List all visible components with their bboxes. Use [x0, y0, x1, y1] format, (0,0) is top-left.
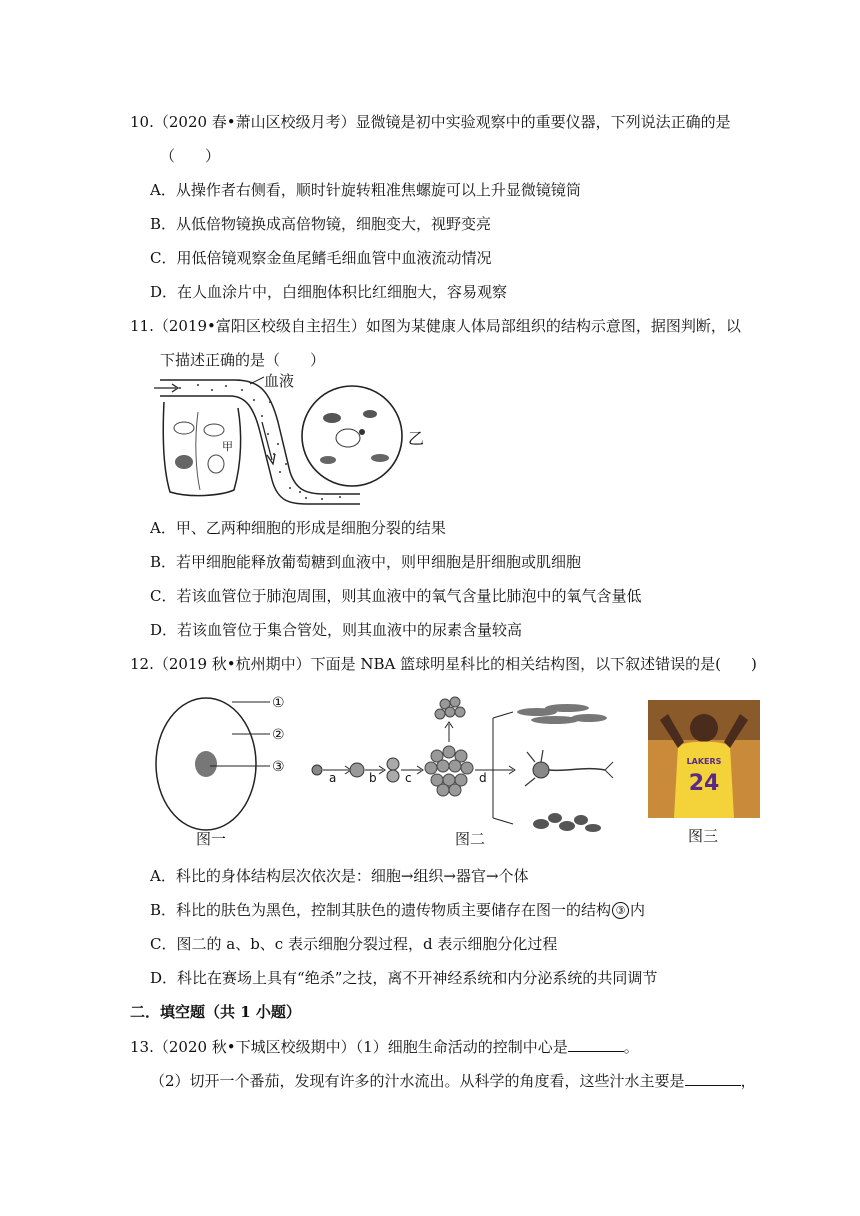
- q13-line1: 13.（2020 秋•下城区校级期中）（1）细胞生命活动的控制中心是 。: [130, 1038, 639, 1056]
- fig2-label-a: a: [329, 771, 337, 785]
- q12-option-a: A．科比的身体结构层次依次是：细胞→组织→器官→个体: [150, 867, 529, 885]
- fig3-caption: 图三: [688, 827, 719, 845]
- stage-2-cell: [350, 763, 364, 777]
- fig1-label-3: ③: [272, 759, 285, 775]
- label-jia: 甲: [222, 440, 233, 453]
- q10-stem: 10.（2020 春•萧山区校级月考）显微镜是初中实验观察中的重要仪器，下列说法正确的是: [130, 113, 731, 131]
- fig2-caption: 图二: [455, 830, 486, 848]
- q12-option-d: D．科比在赛场上具有“绝杀”之技，离不开神经系统和内分泌系统的共同调节: [150, 969, 658, 987]
- fig2-label-b: b: [369, 771, 377, 785]
- q13-blank-2[interactable]: [685, 1070, 741, 1086]
- vessel-bottom-wall: [160, 396, 360, 504]
- stage-1-cell: [312, 765, 322, 775]
- jersey-number: 24: [688, 771, 720, 796]
- cell-nucleus: [195, 751, 217, 777]
- flow-arrow-down: [262, 422, 272, 460]
- q10-answer-paren: （ ）: [160, 147, 221, 165]
- fig1-caption: 图一: [196, 830, 227, 848]
- fig1-label-2: ②: [272, 727, 285, 743]
- jersey-text: LAKERS: [686, 757, 722, 766]
- nerve-cell: [525, 750, 613, 786]
- q12-stem: 12.（2019 秋•杭州期中）下面是 NBA 篮球明星科比的相关结构图，以下叙述错误的是( ): [130, 655, 757, 673]
- q10-option-d: D．在人血涂片中，白细胞体积比红细胞大，容易观察: [150, 283, 508, 301]
- connective-tissue: [533, 813, 601, 832]
- q12-option-c: C．图二的 a、b、c 表示细胞分裂过程，d 表示细胞分化过程: [150, 935, 558, 953]
- fig2-label-c: c: [405, 771, 412, 785]
- fig1-label-1: ①: [272, 695, 285, 711]
- q11-stem-line1: 11.（2019•富阳区校级自主招生）如图为某健康人体局部组织的结构示意图，据图判断，以: [130, 317, 741, 335]
- cell-cluster-top: [435, 697, 465, 719]
- label-yi: 乙: [408, 429, 425, 448]
- label-blood: 血液: [264, 372, 295, 390]
- q11-option-a: A．甲、乙两种细胞的形成是细胞分裂的结果: [150, 519, 446, 537]
- section-2-title: 二．填空题（共 1 小题）: [130, 1003, 301, 1021]
- q11-stem-line2: 下描述正确的是（ ）: [160, 351, 326, 369]
- fig2-label-d: d: [479, 771, 487, 785]
- cell-mass: [425, 746, 473, 796]
- q11-tissue-figure: [150, 372, 440, 508]
- q12-figure-1: [150, 690, 300, 852]
- q13-line2: （2）切开一个番茄，发现有许多的汁水流出。从科学的角度看，这些汁水主要是 ，: [150, 1072, 756, 1090]
- cell-yi: [302, 386, 402, 486]
- q10-option-c: C．用低倍镜观察金鱼尾鳍毛细血管中血液流动情况: [150, 249, 492, 267]
- q10-option-b: B．从低倍物镜换成高倍物镜，细胞变大，视野变亮: [150, 215, 492, 233]
- q12-figure-2: [305, 690, 630, 852]
- q10-option-a: A．从操作者右侧看，顺时针旋转粗准焦螺旋可以上升显微镜镜筒: [150, 181, 581, 199]
- muscle-tissue: [517, 704, 607, 724]
- circled-3: ③: [612, 902, 629, 919]
- q11-option-b: B．若甲细胞能释放葡萄糖到血液中，则甲细胞是肝细胞或肌细胞: [150, 553, 582, 571]
- q12-option-b: B．科比的肤色为黑色，控制其肤色的遗传物质主要储存在图一的结构 ③ 内: [150, 901, 646, 919]
- q12-figure-3-photo: [648, 700, 760, 818]
- q11-option-c: C．若该血管位于肺泡周围，则其血液中的氧气含量比肺泡中的氧气含量低: [150, 587, 642, 605]
- player-head: [690, 714, 718, 742]
- q13-blank-1[interactable]: [568, 1036, 624, 1052]
- vessel-top-wall: [160, 380, 360, 494]
- q11-option-d: D．若该血管位于集合管处，则其血液中的尿素含量较高: [150, 621, 523, 639]
- stage-3-cells: [387, 770, 399, 782]
